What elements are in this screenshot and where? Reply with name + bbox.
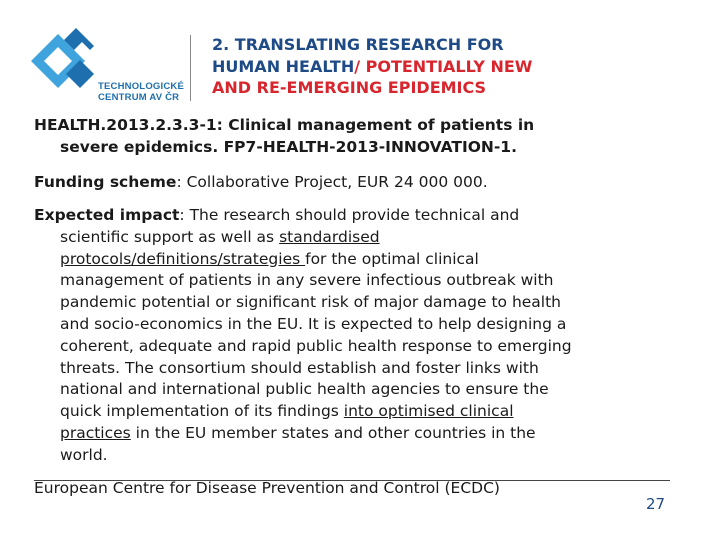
impact-line-12: world. — [60, 445, 108, 464]
underlined-practices: practices — [60, 423, 131, 442]
impact-line-8: threats. The consortium should establish and foster links with — [60, 358, 539, 377]
logo-line-1: TECHNOLOGICKÉ — [98, 81, 184, 92]
page-number: 27 — [646, 495, 666, 513]
impact-line-1: Expected impact: The research should provide technical and — [34, 206, 520, 224]
funding-label: Funding scheme — [34, 173, 177, 191]
impact-line-6: and socio-economics in the EU. It is expected to help designing a — [60, 314, 567, 333]
impact-line-5: pandemic potential or significant risk of major damage to health — [60, 293, 562, 312]
logo-caption — [98, 81, 184, 103]
impact-line-3: protocols/definitions/strategies for the optimal clinical — [60, 249, 479, 268]
topic-heading — [34, 115, 674, 159]
title-line-2-main: HUMAN HEALTH — [212, 56, 355, 76]
title-line-2 — [212, 56, 682, 78]
impact-line-10: quick implementation of its findings into optimised clinical — [60, 402, 514, 421]
impact-line-4: management of patients in any severe infectious outbreak with — [60, 271, 554, 290]
logo-line-2: CENTRUM AV ČR — [98, 92, 180, 103]
header-divider — [190, 35, 191, 101]
topic-line-2: severe epidemics. FP7-HEALTH-2013-INNOVATION-1. — [60, 137, 517, 156]
funding-value: : Collaborative Project, EUR 24 000 000. — [176, 173, 488, 191]
impact-line-9: national and international public health agencies to ensure the — [60, 380, 549, 399]
title-line-1: 2. TRANSLATING RESEARCH FOR — [212, 35, 504, 54]
underlined-standardised: standardised — [279, 227, 380, 246]
impact-label: Expected impact — [34, 206, 180, 224]
title-line-2-accent: / POTENTIALLY NEW — [354, 56, 533, 76]
underlined-clinical: into optimised clinical — [343, 402, 514, 421]
expected-impact — [34, 205, 674, 467]
page-title — [212, 34, 682, 99]
impact-line-11: practices in the EU member states and other countries in the — [60, 423, 536, 442]
topic-line-1: HEALTH.2013.2.3.3-1: Clinical management of patients in — [34, 116, 535, 134]
title-line-3: AND RE-EMERGING EPIDEMICS — [212, 78, 487, 97]
footer-organization: European Centre for Disease Prevention and Control (ECDC) — [34, 479, 500, 497]
underlined-protocols: protocols/definitions/strategies — [60, 249, 306, 268]
funding-scheme — [34, 172, 674, 194]
impact-line-7: coherent, adequate and rapid public health response to emerging — [60, 336, 572, 355]
impact-line-2: scientific support as well as standardised — [60, 227, 380, 246]
